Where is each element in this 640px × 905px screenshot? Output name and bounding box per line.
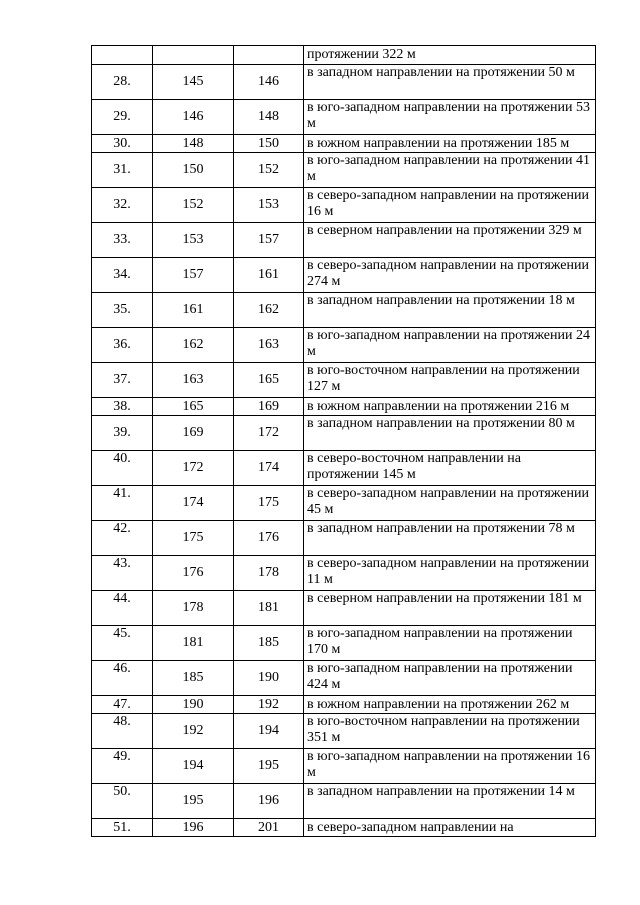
- segment-description: в западном направлении на протяжении 14 м: [304, 784, 596, 819]
- segment-description: в южном направлении на протяжении 216 м: [304, 398, 596, 416]
- point-to: 201: [234, 819, 304, 837]
- point-from: 196: [153, 819, 234, 837]
- point-from: 175: [153, 521, 234, 556]
- point-to: 161: [234, 258, 304, 293]
- point-to: 196: [234, 784, 304, 819]
- row-number: 42.: [92, 521, 153, 556]
- table-row: [92, 696, 596, 714]
- point-from: 195: [153, 784, 234, 819]
- row-number: 32.: [92, 188, 153, 223]
- segment-description: в южном направлении на протяжении 262 м: [304, 696, 596, 714]
- point-to: 192: [234, 696, 304, 714]
- segment-description: в северо-западном направлении на протяжении 16 м: [304, 188, 596, 223]
- segment-description: в южном направлении на протяжении 185 м: [304, 135, 596, 153]
- point-to: 194: [234, 714, 304, 749]
- row-number: 30.: [92, 135, 153, 153]
- row-number: 44.: [92, 591, 153, 626]
- point-to: 162: [234, 293, 304, 328]
- point-to: [234, 46, 304, 65]
- point-to: 169: [234, 398, 304, 416]
- row-number: 51.: [92, 819, 153, 837]
- row-number: 34.: [92, 258, 153, 293]
- segment-description: в юго-западном направлении на протяжении 24 м: [304, 328, 596, 363]
- segment-description: в северном направлении на протяжении 181 м: [304, 591, 596, 626]
- table-row: [92, 626, 596, 661]
- segment-description: в юго-западном направлении на протяжении 170 м: [304, 626, 596, 661]
- point-from: 145: [153, 65, 234, 100]
- table-row: [92, 416, 596, 451]
- segment-description: в северо-западном направлении на протяжении 274 м: [304, 258, 596, 293]
- row-number: [92, 46, 153, 65]
- point-to: 150: [234, 135, 304, 153]
- table-row: [92, 293, 596, 328]
- point-from: 181: [153, 626, 234, 661]
- row-number: 47.: [92, 696, 153, 714]
- segment-description: в северо-восточном направлении на протяжении 145 м: [304, 451, 596, 486]
- table-row: [92, 100, 596, 135]
- table-row: [92, 328, 596, 363]
- point-to: 148: [234, 100, 304, 135]
- segment-description: в северном направлении на протяжении 329 м: [304, 223, 596, 258]
- row-number: 28.: [92, 65, 153, 100]
- segment-description: в юго-восточном направлении на протяжении 351 м: [304, 714, 596, 749]
- row-number: 37.: [92, 363, 153, 398]
- point-to: 195: [234, 749, 304, 784]
- segment-description: в юго-западном направлении на протяжении 16 м: [304, 749, 596, 784]
- table-row: [92, 521, 596, 556]
- table-row: [92, 591, 596, 626]
- row-number: 36.: [92, 328, 153, 363]
- row-number: 43.: [92, 556, 153, 591]
- row-number: 33.: [92, 223, 153, 258]
- row-number: 45.: [92, 626, 153, 661]
- point-from: 161: [153, 293, 234, 328]
- row-number: 46.: [92, 661, 153, 696]
- point-to: 181: [234, 591, 304, 626]
- row-number: 48.: [92, 714, 153, 749]
- table-row: [92, 784, 596, 819]
- point-to: 178: [234, 556, 304, 591]
- point-from: 194: [153, 749, 234, 784]
- table-row: [92, 398, 596, 416]
- point-from: 150: [153, 153, 234, 188]
- row-number: 39.: [92, 416, 153, 451]
- segment-description: в северо-западном направлении на протяжении 45 м: [304, 486, 596, 521]
- point-to: 175: [234, 486, 304, 521]
- point-from: 176: [153, 556, 234, 591]
- table-row: [92, 363, 596, 398]
- point-to: 153: [234, 188, 304, 223]
- row-number: 40.: [92, 451, 153, 486]
- table-row: [92, 153, 596, 188]
- table-row: [92, 819, 596, 837]
- point-to: 157: [234, 223, 304, 258]
- segment-description: в северо-западном направлении на: [304, 819, 596, 837]
- point-from: 190: [153, 696, 234, 714]
- point-to: 174: [234, 451, 304, 486]
- point-from: 185: [153, 661, 234, 696]
- row-number: 38.: [92, 398, 153, 416]
- table-row: [92, 46, 596, 65]
- point-to: 190: [234, 661, 304, 696]
- point-from: 165: [153, 398, 234, 416]
- point-from: [153, 46, 234, 65]
- segment-description: в северо-западном направлении на протяжении 11 м: [304, 556, 596, 591]
- route-table: [91, 45, 596, 837]
- point-to: 172: [234, 416, 304, 451]
- point-from: 174: [153, 486, 234, 521]
- point-from: 192: [153, 714, 234, 749]
- table-row: [92, 223, 596, 258]
- table-row: [92, 749, 596, 784]
- point-to: 176: [234, 521, 304, 556]
- row-number: 31.: [92, 153, 153, 188]
- segment-description: протяжении 322 м: [304, 46, 596, 65]
- table-row: [92, 188, 596, 223]
- table-row: [92, 661, 596, 696]
- point-from: 172: [153, 451, 234, 486]
- point-to: 152: [234, 153, 304, 188]
- row-number: 29.: [92, 100, 153, 135]
- segment-description: в западном направлении на протяжении 78 м: [304, 521, 596, 556]
- point-from: 162: [153, 328, 234, 363]
- point-to: 163: [234, 328, 304, 363]
- point-to: 185: [234, 626, 304, 661]
- point-from: 153: [153, 223, 234, 258]
- segment-description: в юго-западном направлении на протяжении 41 м: [304, 153, 596, 188]
- segment-description: в западном направлении на протяжении 50 м: [304, 65, 596, 100]
- table-row: [92, 135, 596, 153]
- row-number: 49.: [92, 749, 153, 784]
- point-from: 148: [153, 135, 234, 153]
- point-from: 169: [153, 416, 234, 451]
- table-row: [92, 556, 596, 591]
- table-row: [92, 258, 596, 293]
- table-row: [92, 65, 596, 100]
- table-row: [92, 714, 596, 749]
- point-from: 157: [153, 258, 234, 293]
- table-row: [92, 486, 596, 521]
- segment-description: в юго-западном направлении на протяжении 424 м: [304, 661, 596, 696]
- point-to: 165: [234, 363, 304, 398]
- segment-description: в юго-западном направлении на протяжении 53 м: [304, 100, 596, 135]
- point-from: 152: [153, 188, 234, 223]
- point-from: 163: [153, 363, 234, 398]
- segment-description: в западном направлении на протяжении 18 м: [304, 293, 596, 328]
- point-to: 146: [234, 65, 304, 100]
- segment-description: в юго-восточном направлении на протяжении 127 м: [304, 363, 596, 398]
- point-from: 146: [153, 100, 234, 135]
- row-number: 41.: [92, 486, 153, 521]
- segment-description: в западном направлении на протяжении 80 м: [304, 416, 596, 451]
- row-number: 50.: [92, 784, 153, 819]
- point-from: 178: [153, 591, 234, 626]
- table-row: [92, 451, 596, 486]
- row-number: 35.: [92, 293, 153, 328]
